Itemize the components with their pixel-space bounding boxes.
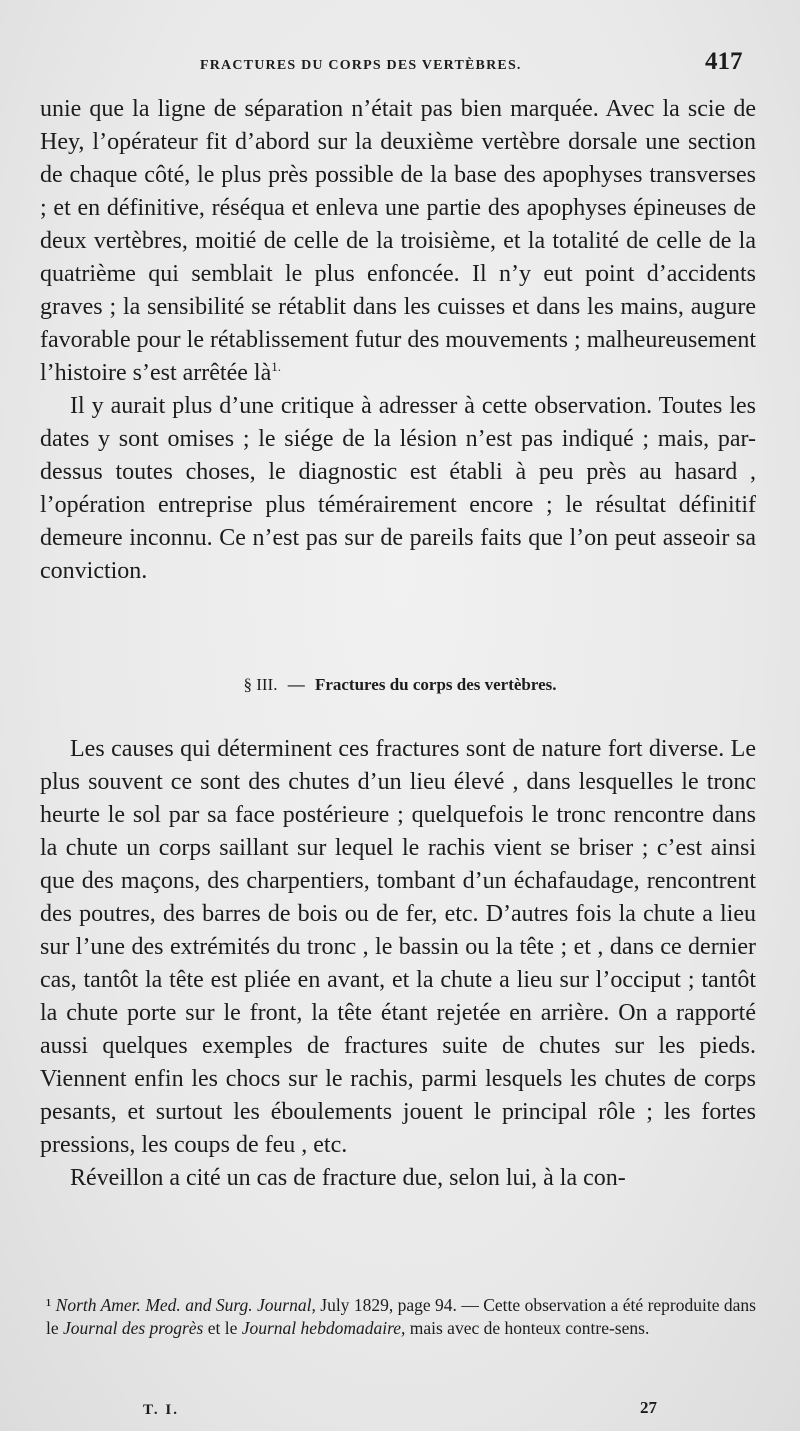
section-title: Fractures du corps des vertèbres. — [314, 675, 557, 694]
footnote-rest: mais avec de honteux contre-sens. — [405, 1318, 650, 1338]
paragraph-text: unie que la ligne de séparation n’était pas bien marquée. Avec la scie de Hey, l’opérateur fit d’abord sur la deuxième vertèbre dorsale une section de chaque côté, le plus près possible de la base des apophyses transverses ; et en définitive, réséqua et enleva une partie des apophyses épineuses de deux vertèbres, moitié de celle de la troisième, et la totalité de celle de la quatrième qui semblait le plus enfoncée. Il n’y eut point d’accidents graves ; la sensibilité se rétablit dans les cuisses et dans les mains, augure favorable pour le rétablissement futur des mouvements ; malheureusement l’histoire s’est arrêtée là — [40, 96, 756, 386]
section-heading — [0, 675, 800, 695]
section-marker: § III. — [243, 675, 278, 694]
footnote-date: July 1829, page 94. — Cette observation a été reproduite dans le — [46, 1295, 756, 1338]
paragraph: Réveillon a cité un cas de fracture due, selon lui, à la con- — [70, 1165, 626, 1191]
footnote-journal: North Amer. Med. and Surg. Journal, — [55, 1295, 316, 1315]
page-number: 417 — [705, 48, 743, 75]
signature-volume: T. I. — [143, 1402, 179, 1418]
footnote-journal-2: Journal des progrès — [63, 1318, 204, 1338]
section-dash: — — [287, 675, 305, 694]
signature-sheet: 27 — [640, 1398, 657, 1417]
footnote-journal-3: Journal hebdomadaire, — [241, 1318, 406, 1338]
paragraph: Il y aurait plus d’une critique à adresser à cette observation. Toutes les dates y sont omises ; le siége de la lésion n’est pas indiqué ; mais, par-dessus toutes choses, le diagnostic est établi à peu près au hasard , l’opération entreprise plus témérairement encore ; le résultat définitif demeure inconnu. Ce n’est pas sur de pareils faits que l’on peut asseoir sa conviction. — [40, 393, 756, 584]
running-head: FRACTURES DU CORPS DES VERTÈBRES. — [200, 58, 522, 73]
footnote — [46, 1294, 756, 1340]
paragraph: Les causes qui déterminent ces fractures sont de nature fort diverse. Le plus souvent ce sont des chutes d’un lieu élevé , dans lesquelles le tronc heurte le sol par sa face postérieure ; quelquefois le tronc rencontre dans la chute un corps saillant sur lequel le rachis vient se briser ; c’est ainsi que des maçons, des charpentiers, tombant d’un échafaudage, rencontrent des poutres, des barres de bois ou de fer, etc. D’autres fois la chute a lieu sur l’une des extrémités du tronc , le bassin ou la tête ; et , dans ce dernier cas, tantôt la tête est pliée en avant, et la chute a lieu sur l’occiput ; tantôt la chute porte sur le front, la tête étant rejetée en arrière. On a rapporté aussi quelques exemples de fractures suite de chutes sur les pieds. Viennent enfin les chocs sur le rachis, parmi lesquels les chutes de corps pesants, et surtout les éboulements jouent le principal rôle ; les fortes pressions, les coups de feu , etc. — [40, 736, 756, 1158]
footnote-ref: 1. — [271, 359, 281, 374]
text-block-bottom — [40, 733, 756, 1195]
text-block-top — [40, 93, 756, 588]
paragraph — [40, 93, 756, 390]
footnote-and: et le — [203, 1318, 242, 1338]
footnote-number: ¹ — [46, 1295, 52, 1315]
